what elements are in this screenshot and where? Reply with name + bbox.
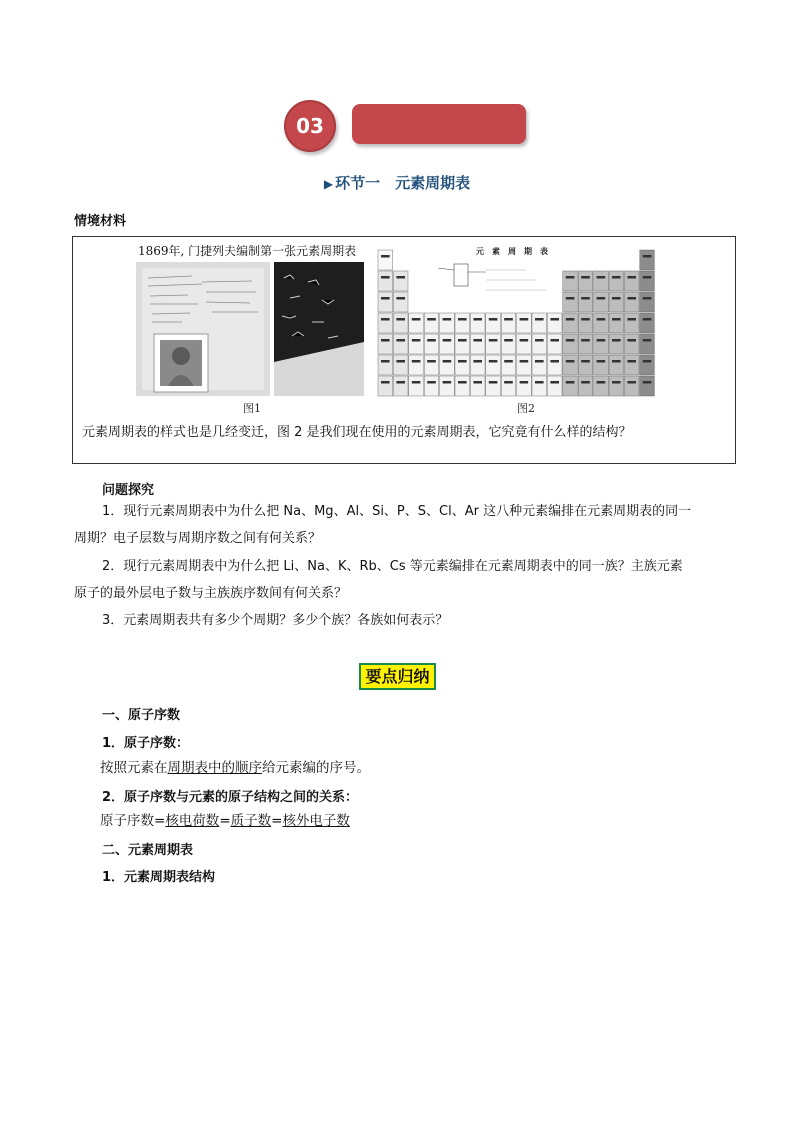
- element-cell: [393, 313, 408, 333]
- element-cell: [470, 376, 485, 396]
- relation-equation: 原子序数=核电荷数=质子数=核外电子数: [100, 813, 350, 829]
- element-cell: [563, 334, 578, 354]
- element-symbol-mark: [627, 360, 636, 363]
- element-cell: [409, 334, 424, 354]
- element-symbol-mark: [396, 381, 405, 384]
- figure2-caption: 图2: [517, 402, 535, 415]
- element-cell: [624, 355, 639, 375]
- element-cell: [532, 313, 547, 333]
- element-cell: [578, 334, 593, 354]
- element-symbol-mark: [489, 339, 498, 342]
- element-symbol-mark: [381, 360, 390, 363]
- element-symbol-mark: [412, 339, 421, 342]
- element-cell: [624, 376, 639, 396]
- element-symbol-mark: [550, 360, 559, 363]
- element-cell: [578, 292, 593, 312]
- element-cell: [517, 355, 532, 375]
- context-heading: 情境材料: [74, 214, 127, 229]
- element-cell: [378, 334, 393, 354]
- element-cell: [517, 313, 532, 333]
- element-cell: [440, 355, 455, 375]
- element-symbol-mark: [550, 318, 559, 321]
- element-cell: [578, 376, 593, 396]
- element-cell: [532, 376, 547, 396]
- element-cell: [409, 376, 424, 396]
- element-symbol-mark: [396, 339, 405, 342]
- element-symbol-mark: [520, 339, 529, 342]
- element-cell: [393, 292, 408, 312]
- element-cell: [378, 250, 393, 270]
- element-symbol-mark: [627, 297, 636, 300]
- question-2-line-2: 原子的最外层电子数与主族族序数间有何关系？: [74, 586, 348, 601]
- question-3: 3．元素周期表共有多少个周期？多少个族？各族如何表示？: [102, 613, 449, 628]
- element-symbol-mark: [504, 381, 513, 384]
- element-symbol-mark: [443, 318, 452, 321]
- element-symbol-mark: [458, 360, 467, 363]
- element-cell: [609, 376, 624, 396]
- element-cell: [455, 355, 470, 375]
- element-cell: [563, 271, 578, 291]
- element-cell: [609, 355, 624, 375]
- figure1-title: 1869年, 门捷列夫编制第一张元素周期表: [138, 244, 357, 258]
- element-symbol-mark: [489, 360, 498, 363]
- element-symbol-mark: [489, 381, 498, 384]
- element-cell: [486, 376, 501, 396]
- element-symbol-mark: [396, 297, 405, 300]
- element-cell: [501, 313, 516, 333]
- element-symbol-mark: [535, 339, 544, 342]
- definition-underline: 周期表中的顺序: [167, 760, 262, 776]
- element-symbol-mark: [581, 381, 590, 384]
- element-cell: [393, 271, 408, 291]
- element-cell: [624, 292, 639, 312]
- element-cell: [624, 271, 639, 291]
- periodic-table-figure: [376, 244, 658, 400]
- heading-periodic-table: 二、元素周期表: [102, 843, 194, 858]
- element-cell: [501, 334, 516, 354]
- section-badge: [284, 100, 534, 152]
- element-symbol-mark: [381, 297, 390, 300]
- element-symbol-mark: [612, 381, 621, 384]
- element-symbol-mark: [473, 318, 482, 321]
- element-cell: [532, 334, 547, 354]
- element-symbol-mark: [458, 381, 467, 384]
- element-symbol-mark: [612, 360, 621, 363]
- element-cell: [440, 334, 455, 354]
- element-symbol-mark: [504, 318, 513, 321]
- element-cell: [378, 292, 393, 312]
- figure2-title: 元 素 周 期 表: [476, 247, 548, 256]
- element-cell: [501, 355, 516, 375]
- element-cell: [594, 271, 609, 291]
- element-symbol-mark: [427, 381, 436, 384]
- element-symbol-mark: [412, 360, 421, 363]
- element-cell: [563, 376, 578, 396]
- element-cell: [486, 313, 501, 333]
- element-symbol-mark: [643, 381, 652, 384]
- electron-number: 核外电子数: [282, 813, 350, 829]
- element-symbol-mark: [458, 339, 467, 342]
- element-cell: [563, 355, 578, 375]
- element-symbol-mark: [443, 360, 452, 363]
- element-cell: [517, 376, 532, 396]
- element-symbol-mark: [473, 381, 482, 384]
- element-cell: [640, 334, 655, 354]
- element-symbol-mark: [473, 339, 482, 342]
- inquiry-heading: 问题探究: [102, 483, 155, 498]
- triangle-marker-icon: ▶: [323, 177, 334, 191]
- element-cell: [640, 313, 655, 333]
- element-cell: [378, 313, 393, 333]
- element-cell: [594, 355, 609, 375]
- element-symbol-mark: [381, 381, 390, 384]
- element-cell: [393, 355, 408, 375]
- element-symbol-mark: [627, 339, 636, 342]
- context-question: 元素周期表的样式也是几经变迁，图 2 是我们现在使用的元素周期表，它究竟有什么样的结构？: [82, 425, 632, 440]
- element-cell: [486, 334, 501, 354]
- question-1-line-2: 周期？电子层数与周期序数之间有何关系？: [74, 531, 322, 546]
- figure1-caption: 图1: [243, 402, 261, 415]
- element-symbol-mark: [581, 339, 590, 342]
- element-symbol-mark: [396, 360, 405, 363]
- element-symbol-mark: [396, 276, 405, 279]
- element-cell: [609, 271, 624, 291]
- element-cell: [486, 355, 501, 375]
- element-symbol-mark: [412, 318, 421, 321]
- element-cell: [609, 334, 624, 354]
- element-cell: [424, 355, 439, 375]
- element-symbol-mark: [566, 318, 575, 321]
- element-cell: [378, 271, 393, 291]
- key-points-badge: 要点归纳: [359, 663, 436, 690]
- element-symbol-mark: [566, 381, 575, 384]
- element-symbol-mark: [566, 339, 575, 342]
- element-symbol-mark: [535, 318, 544, 321]
- element-cell: [424, 334, 439, 354]
- mendeleev-table-figure: [132, 242, 368, 400]
- element-symbol-mark: [381, 339, 390, 342]
- proton-number: 质子数: [230, 813, 272, 829]
- element-cell: [563, 292, 578, 312]
- element-cell: [393, 376, 408, 396]
- element-cell: [594, 334, 609, 354]
- element-symbol-mark: [504, 339, 513, 342]
- element-symbol-mark: [643, 276, 652, 279]
- element-symbol-mark: [627, 381, 636, 384]
- element-symbol-mark: [612, 339, 621, 342]
- element-cell: [424, 313, 439, 333]
- element-symbol-mark: [643, 360, 652, 363]
- element-cell: [624, 334, 639, 354]
- element-symbol-mark: [643, 318, 652, 321]
- element-symbol-mark: [597, 318, 606, 321]
- element-cell: [517, 334, 532, 354]
- element-symbol-mark: [597, 339, 606, 342]
- element-symbol-mark: [581, 276, 590, 279]
- element-symbol-mark: [427, 360, 436, 363]
- element-symbol-mark: [597, 276, 606, 279]
- element-symbol-mark: [381, 255, 390, 258]
- section-number: 03: [284, 100, 336, 152]
- subheading-relation: 2．原子序数与元素的原子结构之间的关系：: [102, 790, 359, 805]
- element-cell: [470, 313, 485, 333]
- subheading-table-structure: 1．元素周期表结构: [102, 870, 216, 885]
- element-cell: [393, 334, 408, 354]
- question-2-line-1: 2．现行元素周期表中为什么把 Li、Na、K、Rb、Cs 等元素编排在元素周期表中的同一族？主族元素: [102, 559, 683, 574]
- element-symbol-mark: [443, 381, 452, 384]
- element-symbol-mark: [443, 339, 452, 342]
- element-symbol-mark: [581, 297, 590, 300]
- element-cell: [624, 313, 639, 333]
- element-symbol-mark: [520, 381, 529, 384]
- element-symbol-mark: [458, 318, 467, 321]
- element-symbol-mark: [566, 297, 575, 300]
- element-cell: [470, 334, 485, 354]
- element-cell: [547, 313, 562, 333]
- element-symbol-mark: [535, 360, 544, 363]
- element-cell: [547, 334, 562, 354]
- element-cell: [424, 376, 439, 396]
- element-cell: [440, 376, 455, 396]
- element-symbol-mark: [643, 255, 652, 258]
- element-cell: [640, 250, 655, 270]
- element-symbol-mark: [597, 381, 606, 384]
- element-cell: [378, 355, 393, 375]
- element-cell: [378, 376, 393, 396]
- element-symbol-mark: [612, 276, 621, 279]
- element-cell: [594, 292, 609, 312]
- element-cell: [455, 334, 470, 354]
- element-symbol-mark: [597, 360, 606, 363]
- element-cell: [455, 376, 470, 396]
- element-symbol-mark: [581, 318, 590, 321]
- element-symbol-mark: [550, 339, 559, 342]
- element-cell: [440, 313, 455, 333]
- element-cell: [470, 355, 485, 375]
- section-banner: [352, 104, 526, 144]
- element-cell: [640, 376, 655, 396]
- element-cell: [547, 376, 562, 396]
- element-cell: [594, 313, 609, 333]
- element-symbol-mark: [396, 318, 405, 321]
- element-symbol-mark: [566, 360, 575, 363]
- subheading-atomic-number: 1．原子序数：: [102, 736, 190, 751]
- element-cell: [640, 271, 655, 291]
- atomic-number-definition: 按照元素在周期表中的顺序给元素编的序号。: [100, 760, 370, 776]
- element-symbol-mark: [550, 381, 559, 384]
- element-cell: [594, 376, 609, 396]
- element-cell: [455, 313, 470, 333]
- element-cell: [640, 292, 655, 312]
- element-cell: [409, 355, 424, 375]
- element-symbol-mark: [473, 360, 482, 363]
- element-symbol-mark: [520, 318, 529, 321]
- element-symbol-mark: [643, 339, 652, 342]
- element-symbol-mark: [427, 318, 436, 321]
- element-symbol-mark: [643, 297, 652, 300]
- element-cell: [409, 313, 424, 333]
- element-symbol-mark: [381, 276, 390, 279]
- element-cell: [609, 292, 624, 312]
- element-cell: [578, 271, 593, 291]
- element-symbol-mark: [504, 360, 513, 363]
- element-symbol-mark: [535, 381, 544, 384]
- element-cell: [563, 313, 578, 333]
- element-symbol-mark: [381, 318, 390, 321]
- element-symbol-mark: [489, 318, 498, 321]
- element-cell: [532, 355, 547, 375]
- element-cell: [578, 355, 593, 375]
- heading-atomic-number: 一、原子序数: [102, 708, 181, 723]
- element-symbol-mark: [627, 318, 636, 321]
- nuclear-charge: 核电荷数: [165, 813, 220, 829]
- element-symbol-mark: [627, 276, 636, 279]
- element-symbol-mark: [612, 297, 621, 300]
- element-cell: [547, 355, 562, 375]
- element-symbol-mark: [412, 381, 421, 384]
- question-1-line-1: 1．现行元素周期表中为什么把 Na、Mg、Al、Si、P、S、Cl、Ar 这八种元素编排在元素周期表的同一: [102, 504, 692, 519]
- element-symbol-mark: [566, 276, 575, 279]
- element-cell: [640, 355, 655, 375]
- section-title: ▶ 环节一 元素周期表: [323, 174, 471, 192]
- element-symbol-mark: [581, 360, 590, 363]
- element-cell: [609, 313, 624, 333]
- element-symbol-mark: [427, 339, 436, 342]
- element-cell: [501, 376, 516, 396]
- element-symbol-mark: [597, 297, 606, 300]
- element-symbol-mark: [612, 318, 621, 321]
- element-cell: [578, 313, 593, 333]
- element-symbol-mark: [520, 360, 529, 363]
